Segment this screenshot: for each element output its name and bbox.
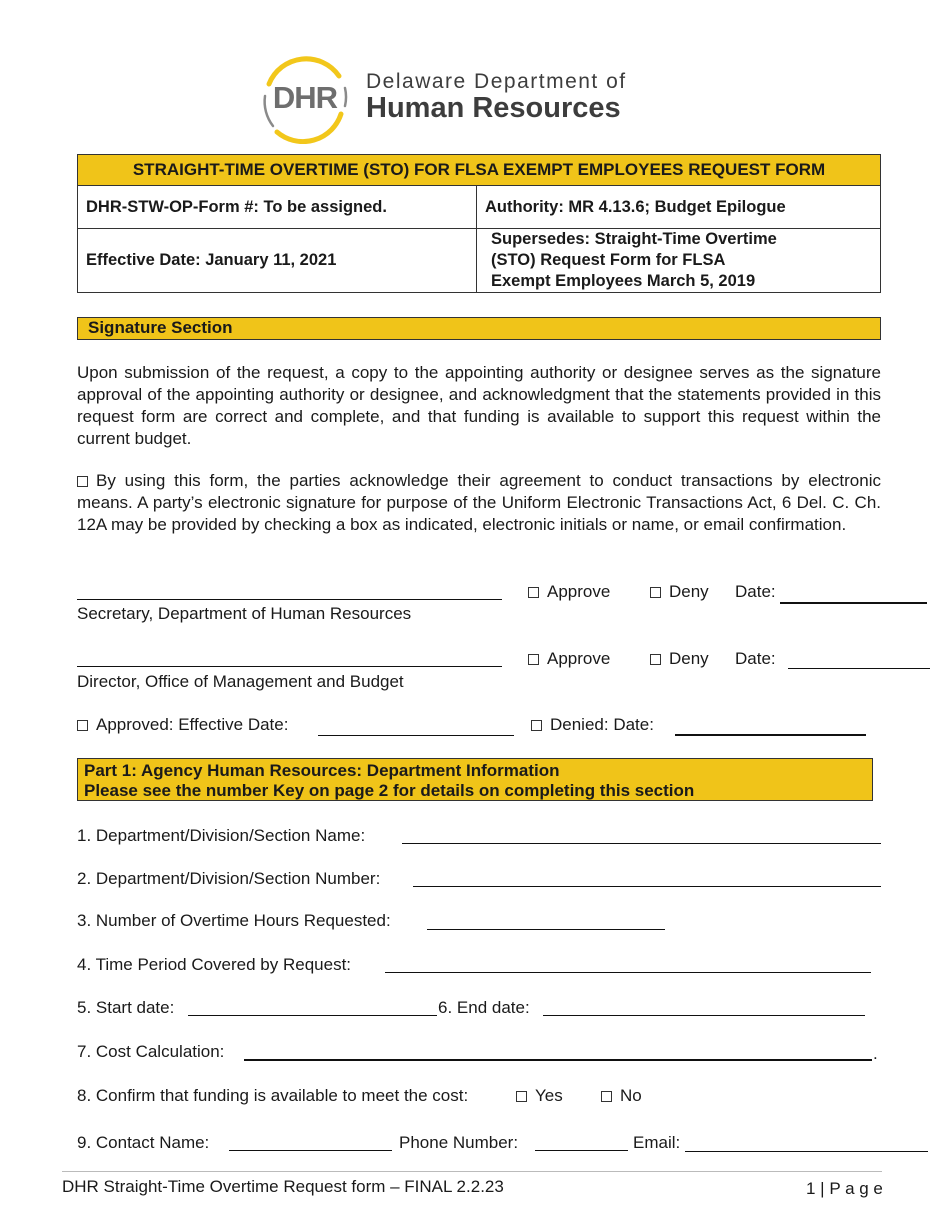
supersedes-line3: Exempt Employees March 5, 2019 <box>491 272 756 290</box>
effective-date: Effective Date: January 11, 2021 <box>78 229 477 293</box>
part1-section-header <box>77 758 873 801</box>
signature-paragraph-1: Upon submission of the request, a copy to the appointing authority or designee serves as the signature approval of the appointing authority or designee, and acknowledgment that the statements provided in this request form are correct and complete, and that funding is available to support this request within the current budget. <box>77 363 881 448</box>
form-authority: Authority: MR 4.13.6; Budget Epilogue <box>477 186 881 229</box>
logo-line1: Delaware Department of <box>366 70 627 93</box>
secretary-approve-label: Approve <box>547 582 611 601</box>
approved-effective-label: Approved: Effective Date: <box>96 715 289 734</box>
signature-paragraph-2 <box>77 470 881 536</box>
q9-email-line[interactable] <box>685 1151 928 1152</box>
secretary-approve-checkbox[interactable] <box>528 587 539 598</box>
part1-subtitle: Please see the number Key on page 2 for details on completing this section <box>84 781 695 800</box>
secretary-deny[interactable] <box>650 581 709 602</box>
q9-email-label: Email: <box>633 1133 681 1152</box>
omb-approve-label: Approve <box>547 649 611 668</box>
q8-label: 8. Confirm that funding is available to meet the cost: <box>77 1086 469 1105</box>
part1-title: Part 1: Agency Human Resources: Department Information <box>84 761 560 780</box>
q2-input-line[interactable] <box>413 886 881 887</box>
q4-input-line[interactable] <box>385 972 871 973</box>
omb-deny[interactable] <box>650 648 709 669</box>
footer-divider <box>62 1171 882 1172</box>
form-number: DHR-STW-OP-Form #: To be assigned. <box>78 186 477 229</box>
q8-yes[interactable] <box>516 1085 563 1106</box>
approved-checkbox[interactable] <box>77 720 88 731</box>
q1-label: 1. Department/Division/Section Name: <box>77 826 366 845</box>
q3-input-line[interactable] <box>427 929 665 930</box>
secretary-date-line[interactable] <box>780 602 927 604</box>
secretary-approve[interactable] <box>528 581 610 602</box>
signature-section-title: Signature Section <box>88 318 233 337</box>
q2-label: 2. Department/Division/Section Number: <box>77 869 381 888</box>
approved-effective[interactable] <box>77 714 288 735</box>
logo-mark-text: DHR <box>272 80 338 115</box>
logo-line2: Human Resources <box>366 92 621 124</box>
q7-label: 7. Cost Calculation: <box>77 1042 225 1061</box>
electronic-consent-text: By using this form, the parties acknowledge their agreement to conduct transactions by electronic means. A party’s electronic signature for purpose of the Uniform Electronic Transactions Act, 6 Del. C. Ch. 12A may be provided by checking a box as indicated, electronic initials or name, or email confirmation. <box>77 471 881 534</box>
secretary-date-label: Date: <box>735 582 776 601</box>
signature-line-omb-director[interactable] <box>77 666 502 667</box>
supersedes <box>477 229 881 293</box>
secretary-deny-label: Deny <box>669 582 709 601</box>
q3-label: 3. Number of Overtime Hours Requested: <box>77 911 391 930</box>
q5-start-date-line[interactable] <box>188 1015 437 1016</box>
q7-end-period: . <box>873 1044 878 1063</box>
footer-left: DHR Straight-Time Overtime Request form – FINAL 2.2.23 <box>62 1177 504 1196</box>
secretary-deny-checkbox[interactable] <box>650 587 661 598</box>
omb-date-label: Date: <box>735 649 776 668</box>
q9-contact-label: 9. Contact Name: <box>77 1133 210 1152</box>
q8-no[interactable] <box>601 1085 642 1106</box>
signer-omb-director-label: Director, Office of Management and Budget <box>77 672 404 691</box>
form-title: STRAIGHT-TIME OVERTIME (STO) FOR FLSA EXEMPT EMPLOYEES REQUEST FORM <box>78 155 881 186</box>
q9-phone-label: Phone Number: <box>399 1133 519 1152</box>
electronic-consent-checkbox[interactable] <box>77 476 88 487</box>
q4-label: 4. Time Period Covered by Request: <box>77 955 352 974</box>
supersedes-line1: Supersedes: Straight-Time Overtime <box>491 230 777 248</box>
q8-no-label: No <box>620 1086 642 1105</box>
q7-input-line[interactable] <box>244 1059 872 1061</box>
omb-deny-checkbox[interactable] <box>650 654 661 665</box>
form-header-table <box>77 154 881 293</box>
denied-date-line[interactable] <box>675 734 866 736</box>
q9-contact-line[interactable] <box>229 1150 392 1151</box>
denied-date-label: Denied: Date: <box>550 715 654 734</box>
omb-date-line[interactable] <box>788 668 930 669</box>
q8-yes-label: Yes <box>535 1086 563 1105</box>
q5-label: 5. Start date: <box>77 998 175 1017</box>
omb-approve[interactable] <box>528 648 610 669</box>
approved-effective-date-line[interactable] <box>318 735 514 736</box>
denied-checkbox[interactable] <box>531 720 542 731</box>
signature-line-secretary[interactable] <box>77 599 502 600</box>
q6-end-date-line[interactable] <box>543 1015 865 1016</box>
supersedes-line2: (STO) Request Form for FLSA <box>491 251 726 269</box>
denied-date[interactable] <box>531 714 654 735</box>
omb-deny-label: Deny <box>669 649 709 668</box>
q9-phone-line[interactable] <box>535 1150 628 1151</box>
q8-no-checkbox[interactable] <box>601 1091 612 1102</box>
signer-secretary-label: Secretary, Department of Human Resources <box>77 604 412 623</box>
footer-page-number: 1 | P a g e <box>806 1179 883 1198</box>
q1-input-line[interactable] <box>402 843 881 844</box>
omb-approve-checkbox[interactable] <box>528 654 539 665</box>
q8-yes-checkbox[interactable] <box>516 1091 527 1102</box>
signature-section-header <box>77 317 881 340</box>
dhr-logo <box>255 54 675 142</box>
q6-label: 6. End date: <box>438 998 530 1017</box>
